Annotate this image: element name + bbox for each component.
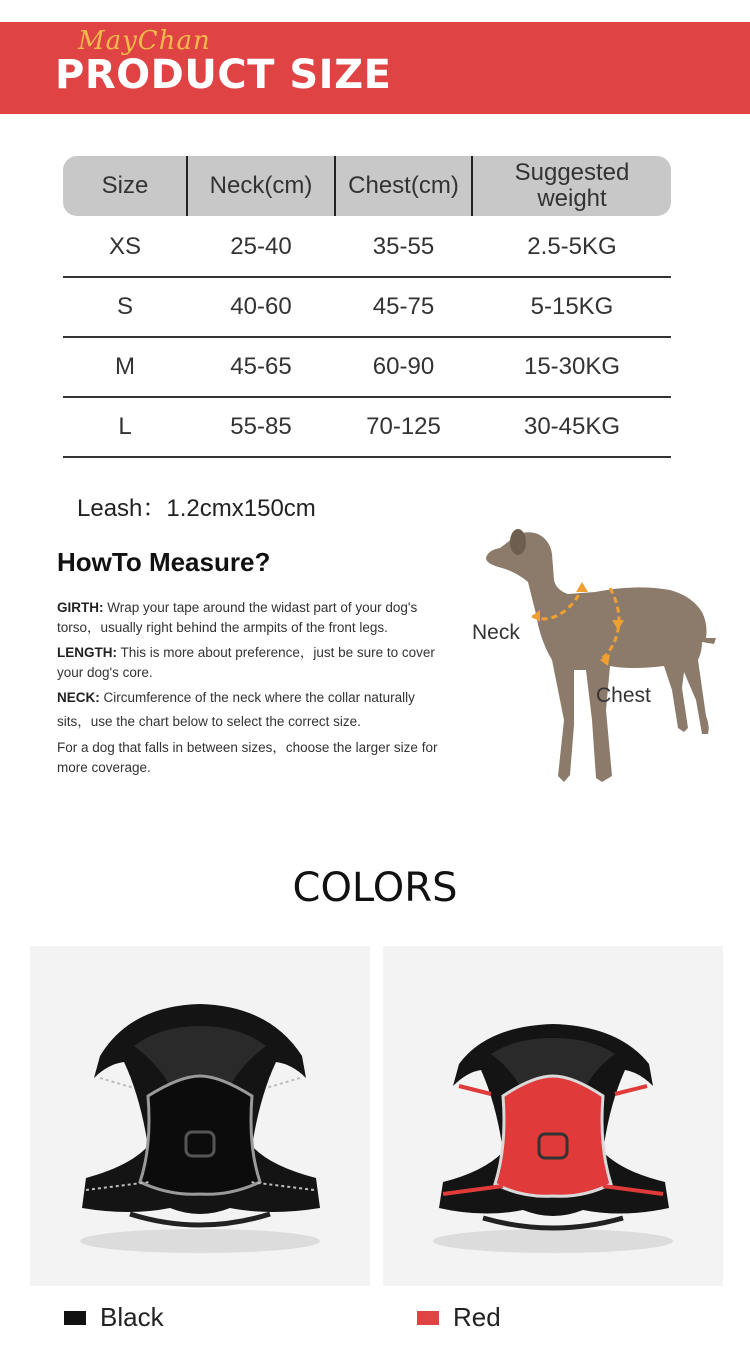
dog-measure-diagram [470, 520, 730, 795]
color-label: Black [100, 1302, 164, 1332]
color-label: Red [453, 1302, 501, 1332]
black-swatch-icon [64, 1311, 86, 1325]
cell-weight: 30-45KG [523, 413, 621, 440]
arrow-head-icon [576, 582, 588, 592]
cell-size: S [116, 293, 133, 320]
red-swatch-icon [417, 1311, 439, 1325]
cell-chest: 70-125 [366, 413, 441, 440]
cell-weight: 2.5-5KG [527, 233, 617, 260]
girth-instruction: GIRTH: Wrap your tape around the widast part of your dog's torso，usually right behind the armpits of the front legs. [57, 600, 418, 635]
cell-neck: 40-60 [230, 293, 292, 320]
red-harness-photo [383, 946, 723, 1286]
cell-neck: 45-65 [230, 353, 292, 380]
cell-neck: 55-85 [230, 413, 292, 440]
column-header-neck: Neck(cm) [209, 172, 313, 199]
table-row [63, 398, 671, 458]
neck-label: Neck [472, 621, 520, 644]
neck-instruction-continued: sits，use the chart below to select the correct size. [57, 714, 361, 729]
column-header-weight: Suggested weight [514, 159, 630, 212]
colors-title: COLORS [292, 865, 458, 911]
cell-size: L [118, 413, 132, 440]
page-title: PRODUCT SIZE [55, 52, 392, 98]
black-harness-photo [30, 946, 370, 1286]
cell-size: M [115, 353, 135, 380]
dog-silhouette [486, 529, 716, 782]
cell-chest: 60-90 [372, 353, 435, 380]
cell-weight: 5-15KG [530, 293, 614, 320]
cell-weight: 15-30KG [523, 353, 621, 380]
table-row [63, 278, 671, 338]
color-option-red[interactable] [417, 1302, 501, 1333]
measure-title: HowTo Measure? [57, 547, 271, 577]
cell-chest: 35-55 [372, 233, 435, 260]
color-option-black[interactable] [64, 1302, 164, 1333]
length-instruction: LENGTH: This is more about preference，just be sure to cover your dog's core. [57, 645, 435, 680]
size-note: For a dog that falls in between sizes，choose the larger size for more coverage. [57, 740, 438, 775]
cell-neck: 25-40 [230, 233, 292, 260]
red-harness-image [383, 946, 723, 1286]
cell-size: XS [108, 233, 141, 260]
cell-chest: 45-75 [372, 293, 435, 320]
black-harness-image [30, 946, 370, 1286]
column-header-size: Size [101, 172, 149, 199]
column-header-chest: Chest(cm) [348, 172, 459, 199]
leash-size: Leash：1.2cmx150cm [77, 495, 316, 522]
table-row [63, 218, 671, 278]
neck-instruction: NECK: Circumference of the neck where the collar naturally [57, 690, 415, 705]
chest-label: Chest [596, 684, 651, 707]
brand-logo: MayChan [78, 26, 211, 56]
table-row [63, 338, 671, 398]
